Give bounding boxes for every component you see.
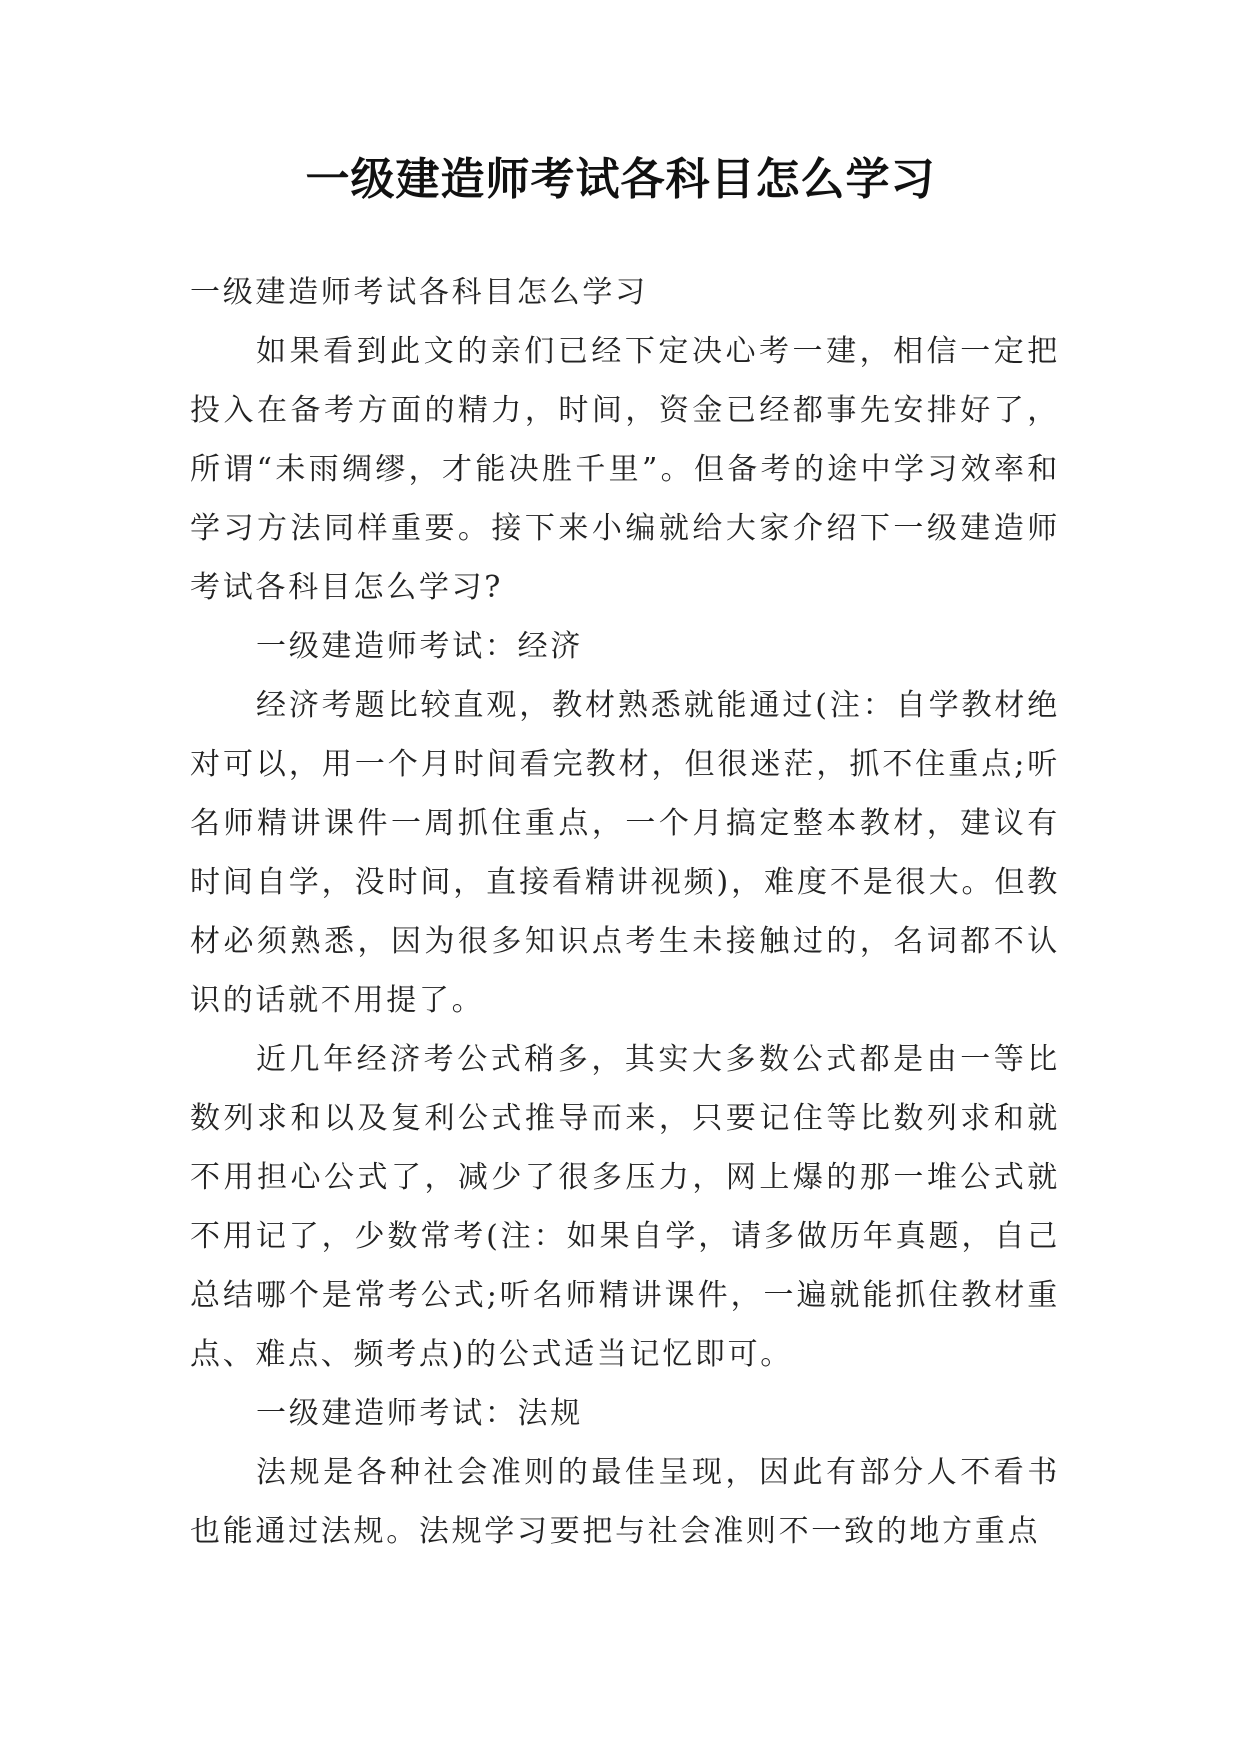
paragraph-intro: 如果看到此文的亲们已经下定决心考一建，相信一定把投入在备考方面的精力，时间，资金已经都事先安排好了，所谓“未雨绸缪，才能决胜千里”。但备考的途中学习效率和学习方法同样重要。接下来小编就给大家介绍下一级建造师考试各科目怎么学习? bbox=[190, 334, 1060, 605]
paragraph-heading: 一级建造师考试各科目怎么学习 bbox=[190, 275, 648, 310]
paragraph-regulations-1: 法规是各种社会准则的最佳呈现，因此有部分人不看书也能通过法规。法规学习要把与社会准则不一致的地方重点 bbox=[190, 1455, 1060, 1549]
paragraph-economics-2: 近几年经济考公式稍多，其实大多数公式都是由一等比数列求和以及复利公式推导而来，只要记住等比数列求和就不用担心公式了，减少了很多压力，网上爆的那一堆公式就不用记了，少数常考(注：如果自学，请多做历年真题，自己总结哪个是常考公式;听名师精讲课件，一遍就能抓住教材重点、难点、频考点)的公式适当记忆即可。 bbox=[190, 1042, 1060, 1372]
document-body bbox=[190, 263, 1060, 1561]
section-heading-economics: 一级建造师考试：经济 bbox=[256, 629, 583, 664]
document-title: 一级建造师考试各科目怎么学习 bbox=[305, 154, 936, 205]
paragraph-economics-1: 经济考题比较直观，教材熟悉就能通过(注：自学教材绝对可以，用一个月时间看完教材，但很迷茫，抓不住重点;听名师精讲课件一周抓住重点，一个月搞定整本教材，建议有时间自学，没时间，直接看精讲视频)，难度不是很大。但教材必须熟悉，因为很多知识点考生未接触过的，名词都不认识的话就不用提了。 bbox=[190, 688, 1060, 1018]
section-heading-regulations: 一级建造师考试：法规 bbox=[256, 1396, 583, 1431]
